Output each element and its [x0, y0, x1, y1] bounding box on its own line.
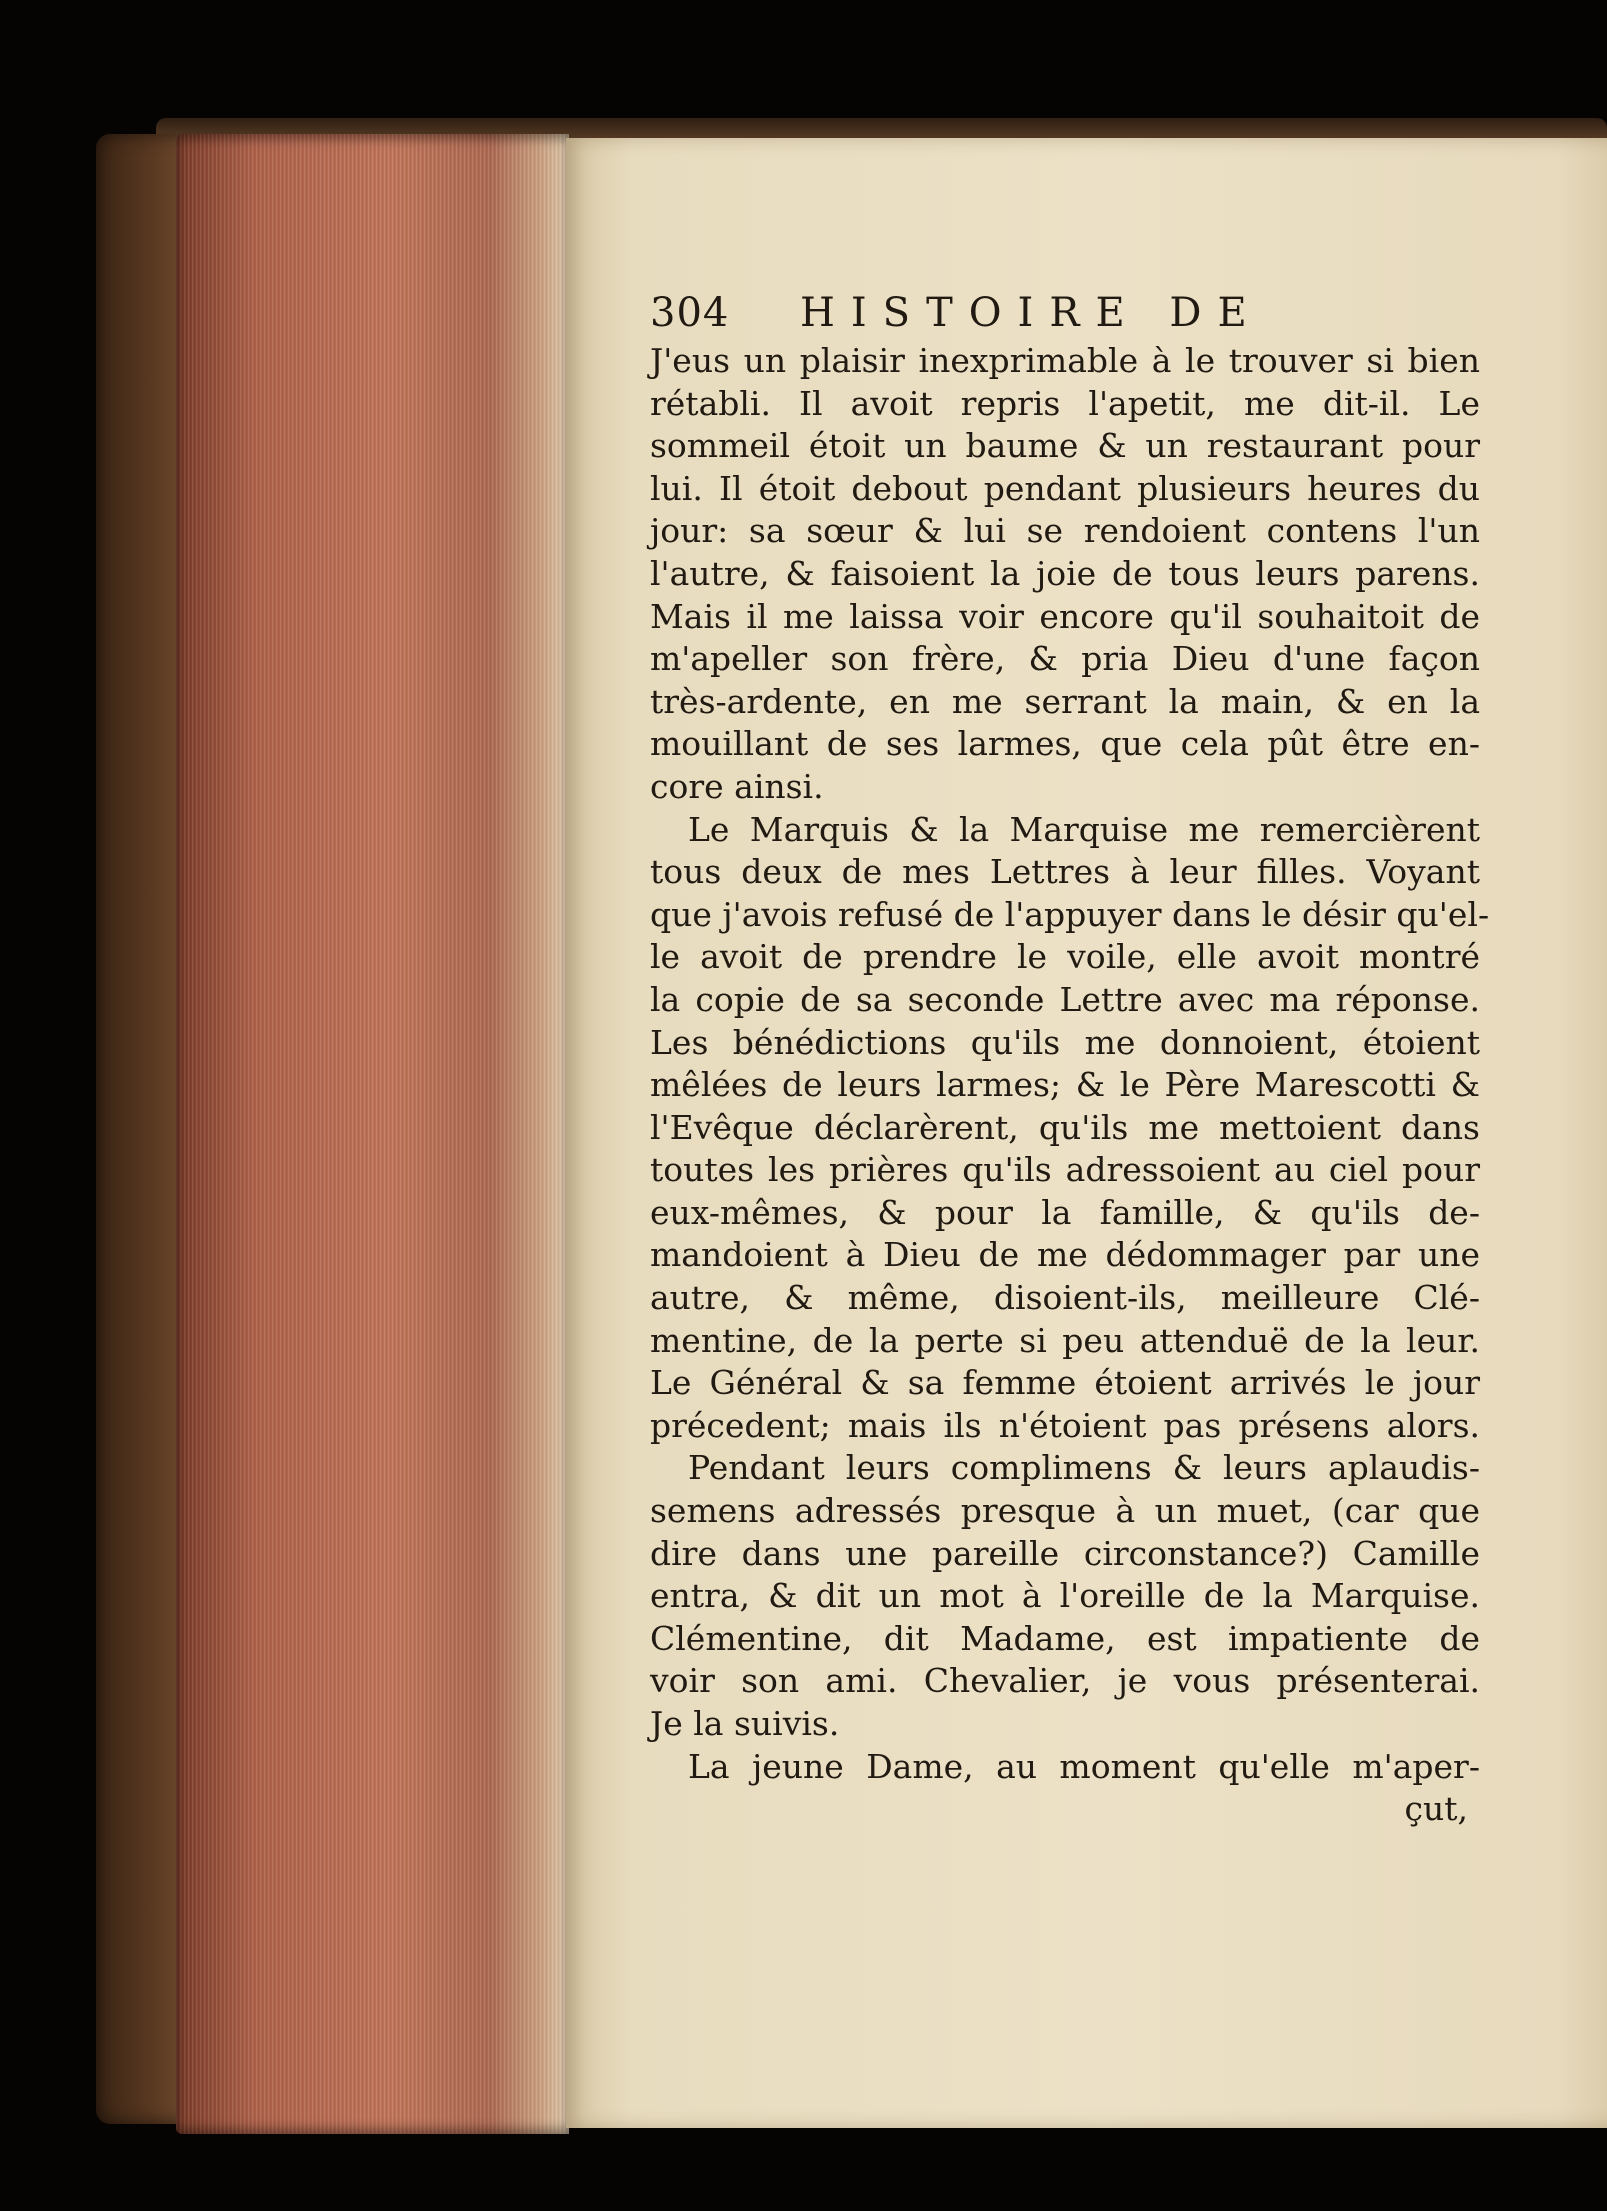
text-line: que j'avois refusé de l'appuyer dans le désir qu'el-	[650, 894, 1490, 934]
text-line: l'autre, & faisoient la joie de tous leurs parens.	[650, 553, 1480, 593]
text-line: mêlées de leurs larmes; & le Père Marescotti &	[650, 1065, 1480, 1105]
text-lines	[650, 340, 1490, 1788]
text-line: core ainsi.	[650, 766, 824, 806]
text-line: le avoit de prendre le voile, elle avoit montré	[650, 937, 1480, 977]
text-line: rétabli. Il avoit repris l'apetit, me dit-il. Le	[650, 383, 1480, 423]
text-line: lui. Il étoit debout pendant plusieurs heures du	[650, 468, 1480, 508]
text-line: m'apeller son frère, & pria Dieu d'une façon	[650, 639, 1480, 679]
text-line: Pendant leurs complimens & leurs aplaudis-	[688, 1448, 1480, 1488]
text-line: La jeune Dame, au moment qu'elle m'aper-	[688, 1746, 1480, 1786]
text-line: Mais il me laissa voir encore qu'il souhaitoit de	[650, 596, 1480, 636]
text-line: toutes les prières qu'ils adressoient au ciel pour	[650, 1150, 1480, 1190]
text-line: Le Marquis & la Marquise me remercièrent	[688, 809, 1480, 849]
page-edges	[176, 134, 569, 2134]
catchword: çut,	[1404, 1789, 1468, 1829]
text-line: semens adressés presque à un muet, (car que	[650, 1491, 1480, 1531]
text-line: Je la suivis.	[650, 1704, 840, 1743]
text-line: jour: sa sœur & lui se rendoient contens l'un	[650, 511, 1480, 551]
text-line: J'eus un plaisir inexprimable à le trouver si bien	[650, 341, 1480, 380]
text-line: Les bénédictions qu'ils me donnoient, étoient	[650, 1022, 1480, 1062]
text-line: précedent; mais ils n'étoient pas présens alors.	[650, 1405, 1480, 1445]
text-line: voir son ami. Chevalier, je vous présenterai.	[650, 1661, 1480, 1701]
text-line: eux-mêmes, & pour la famille, & qu'ils de-	[650, 1192, 1480, 1232]
text-line: tous deux de mes Lettres à leur filles. Voyant	[650, 852, 1480, 892]
text-line: Clémentine, dit Madame, est impatiente de	[650, 1618, 1480, 1658]
page-text-block	[650, 290, 1490, 1831]
text-line: mentine, de la perte si peu attenduë de la leur.	[650, 1320, 1480, 1360]
text-line: mandoient à Dieu de me dédommager par une	[650, 1235, 1480, 1275]
text-line: la copie de sa seconde Lettre avec ma réponse.	[650, 979, 1480, 1019]
running-title: HISTOIRE DE	[800, 290, 1263, 336]
text-line: mouillant de ses larmes, que cela pût être en-	[650, 724, 1480, 764]
text-line: l'Evêque déclarèrent, qu'ils me mettoient dans	[650, 1107, 1480, 1147]
text-line: autre, & même, disoient-ils, meilleure Clé-	[650, 1278, 1480, 1318]
text-line: dire dans une pareille circonstance?) Camille	[650, 1533, 1480, 1573]
text-line: très-ardente, en me serrant la main, & en la	[650, 681, 1480, 721]
text-line: Le Général & sa femme étoient arrivés le jour	[650, 1363, 1480, 1403]
page-header	[650, 290, 1480, 340]
page-number: 304	[650, 290, 730, 336]
text-line: sommeil étoit un baume & un restaurant pour	[650, 426, 1480, 466]
text-line: entra, & dit un mot à l'oreille de la Marquise.	[650, 1576, 1480, 1616]
